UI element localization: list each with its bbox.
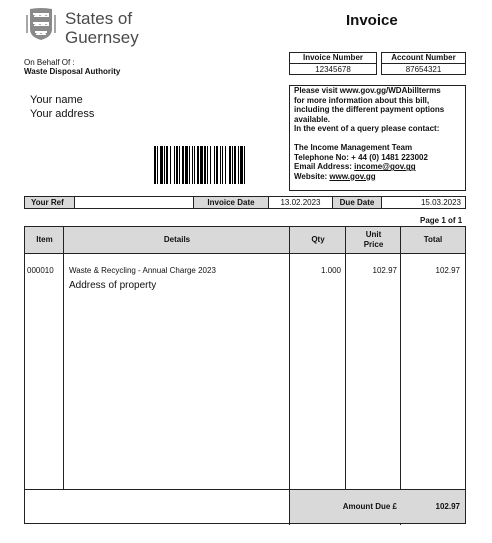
authority-name: Waste Disposal Authority bbox=[24, 67, 121, 76]
info-website-row bbox=[294, 172, 465, 182]
info-line-7: Telephone No: + 44 (0) 1481 223002 bbox=[294, 152, 428, 162]
row-qty: 1.000 bbox=[320, 266, 341, 275]
info-line-3: including the different payment options bbox=[294, 105, 445, 115]
recipient-address: Your address bbox=[30, 108, 95, 120]
info-email-row bbox=[294, 162, 465, 172]
website-label: Website: bbox=[294, 171, 330, 181]
logo-line-1: States of bbox=[65, 9, 133, 28]
info-line-5: In the event of a query please contact: bbox=[294, 124, 440, 134]
table-header-divider bbox=[25, 253, 465, 254]
info-line-6: The Income Management Team bbox=[294, 142, 413, 152]
your-ref-value bbox=[75, 197, 194, 208]
invoice-number-box bbox=[289, 52, 377, 75]
amount-due-value: 102.97 bbox=[435, 502, 460, 511]
info-line-4: available. bbox=[294, 114, 331, 124]
invoice-number-value: 12345678 bbox=[315, 65, 351, 74]
website-link[interactable]: www.gov.gg bbox=[329, 171, 376, 181]
page-indicator: Page 1 of 1 bbox=[420, 216, 463, 225]
invoice-date-label: Invoice Date bbox=[194, 197, 269, 208]
account-number-value: 87654321 bbox=[405, 65, 442, 74]
row-details-sub: Address of property bbox=[69, 280, 157, 291]
column-header-details: Details bbox=[163, 235, 191, 244]
amount-due-label: Amount Due £ bbox=[342, 502, 397, 511]
logo-wordmark bbox=[65, 9, 139, 47]
column-header-unit-price: Unit Price bbox=[363, 230, 384, 249]
document-title: Invoice bbox=[346, 12, 398, 29]
line-items-table bbox=[24, 226, 466, 524]
account-number-label: Account Number bbox=[382, 53, 465, 64]
invoice-date-value: 13.02.2023 bbox=[269, 197, 333, 208]
row-total: 102.97 bbox=[435, 266, 460, 275]
info-line-2: for more information about this bill, bbox=[294, 95, 430, 105]
column-header-total: Total bbox=[423, 235, 443, 244]
row-unit-price: 102.97 bbox=[372, 266, 397, 275]
row-details: Waste & Recycling - Annual Charge 2023 bbox=[69, 266, 216, 275]
on-behalf-label: On Behalf Of : bbox=[24, 58, 75, 67]
due-date-value: 15.03.2023 bbox=[420, 198, 461, 207]
payment-info-box bbox=[289, 85, 466, 191]
row-item-code: 000010 bbox=[27, 266, 54, 275]
info-line-1: Please visit www.gov.gg/WDAbillterms bbox=[294, 86, 441, 95]
column-divider bbox=[63, 227, 64, 489]
invoice-number-label: Invoice Number bbox=[290, 53, 376, 64]
logo-line-2: Guernsey bbox=[65, 28, 139, 47]
column-header-qty: Qty bbox=[311, 235, 325, 244]
states-of-guernsey-crest-icon bbox=[25, 7, 57, 41]
due-date-label: Due Date bbox=[333, 197, 382, 208]
account-number-box bbox=[381, 52, 466, 75]
reference-row bbox=[24, 196, 466, 209]
column-header-item: Item bbox=[36, 235, 53, 244]
email-link[interactable]: income@gov.gg bbox=[354, 162, 416, 172]
your-ref-label: Your Ref bbox=[25, 197, 75, 208]
barcode-image bbox=[154, 146, 276, 184]
email-label: Email Address: bbox=[294, 162, 355, 172]
recipient-name: Your name bbox=[30, 94, 83, 106]
